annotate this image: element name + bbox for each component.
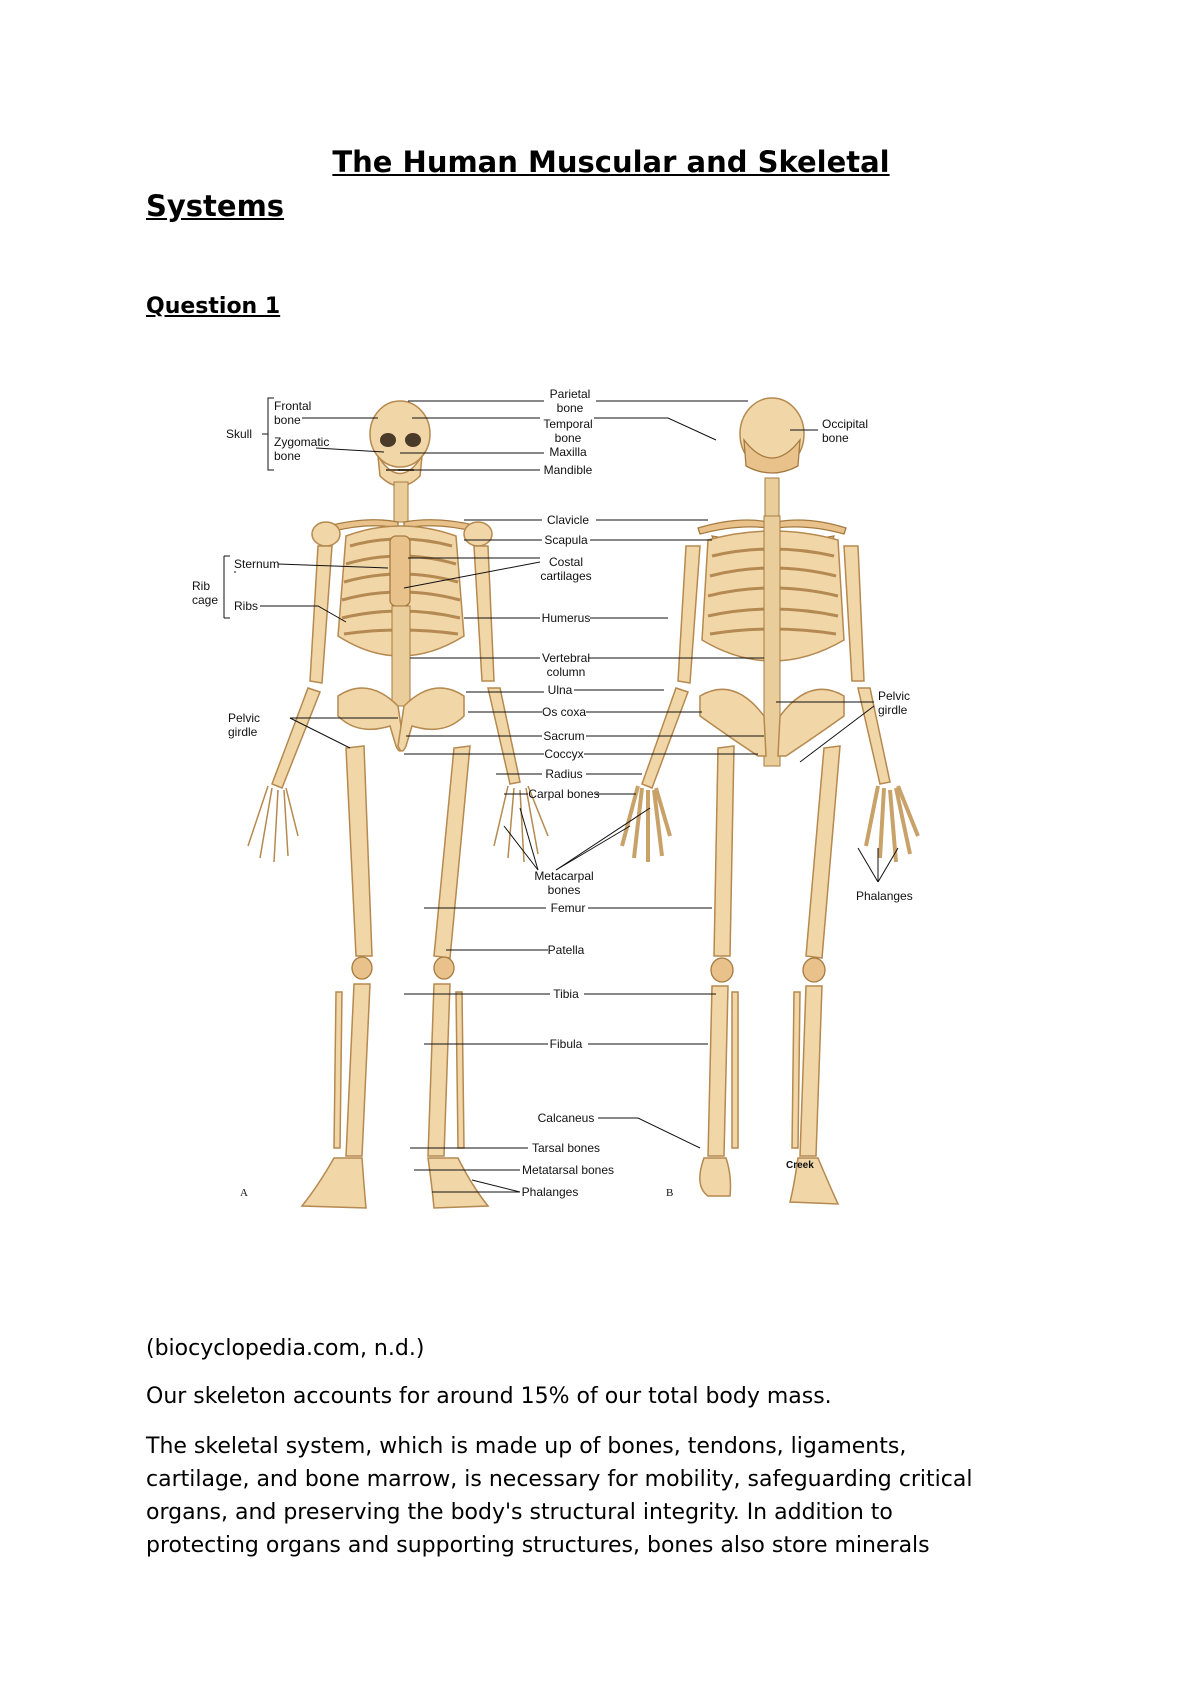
artist-credit: Creek (786, 1160, 814, 1171)
paragraph-2-line-3: organs, and preserving the body's structural integrity. In addition to (146, 1500, 893, 1525)
label-parietal-bone-1: Parietal (549, 387, 591, 401)
paragraph-2-line-1: The skeletal system, which is made up of bones, tendons, ligaments, (146, 1434, 907, 1459)
label-costal-cartilages-2: cartilages (540, 569, 592, 583)
label-radius: Radius (545, 767, 583, 781)
label-clavicle: Clavicle (546, 513, 590, 527)
label-occipital-bone-1: Occipital (822, 417, 869, 431)
center-labels (522, 387, 614, 1199)
label-pelvic-girdle-left-2: girdle (228, 725, 258, 739)
label-phalanges-foot: Phalanges (521, 1185, 579, 1199)
skeleton-anterior (248, 401, 548, 1208)
label-tibia: Tibia (553, 987, 579, 1001)
label-skull: Skull (226, 427, 253, 441)
paragraph-2-line-2: cartilage, and bone marrow, is necessary for mobility, safeguarding critical (146, 1467, 973, 1492)
label-patella: Patella (547, 943, 585, 957)
label-rib-cage-1: Rib (192, 579, 211, 593)
label-tarsal-bones: Tarsal bones (531, 1141, 601, 1155)
question-heading: Question 1 (146, 294, 281, 319)
label-ulna: Ulna (547, 683, 573, 697)
label-frontal-bone-2: bone (274, 413, 301, 427)
label-vertebral-column-1: Vertebral (541, 651, 591, 665)
label-phalanges-hand: Phalanges (856, 889, 913, 903)
label-zygomatic-bone-2: bone (274, 449, 301, 463)
title-line-2: Systems (146, 189, 285, 223)
paragraph-2 (146, 1430, 1086, 1562)
skeleton-diagram (192, 387, 984, 1306)
label-ribs: Ribs (234, 599, 259, 613)
label-os-coxa: Os coxa (541, 705, 587, 719)
panel-label-b: B (666, 1187, 674, 1199)
label-temporal-bone-2: bone (554, 431, 582, 445)
panel-label-a: A (240, 1187, 248, 1199)
label-occipital-bone-2: bone (822, 431, 849, 445)
label-fibula: Fibula (549, 1037, 583, 1051)
paragraph-1: Our skeleton accounts for around 15% of our total body mass. (146, 1384, 832, 1409)
label-carpal-bones: Carpal bones (528, 787, 600, 801)
label-femur: Femur (550, 901, 586, 915)
title-line-1: The Human Muscular and Skeletal (332, 145, 890, 179)
label-sacrum: Sacrum (543, 729, 585, 743)
label-pelvic-girdle-right-1: Pelvic (878, 689, 911, 703)
label-scapula: Scapula (544, 533, 588, 547)
label-pelvic-girdle-right-2: girdle (878, 703, 908, 717)
label-calcaneus: Calcaneus (537, 1111, 595, 1125)
skeleton-posterior (622, 398, 918, 1204)
paragraph-2-line-4: protecting organs and supporting structures, bones also store minerals (146, 1533, 930, 1558)
label-metatarsal-bones: Metatarsal bones (521, 1163, 615, 1177)
citation: (biocyclopedia.com, n.d.) (146, 1336, 425, 1361)
skeleton-figure (192, 387, 984, 1306)
label-temporal-bone-1: Temporal (543, 417, 593, 431)
label-sternum: Sternum (234, 557, 280, 571)
label-frontal-bone-1: Frontal (274, 399, 312, 413)
label-maxilla: Maxilla (549, 445, 587, 459)
label-zygomatic-bone-1: Zygomatic (274, 435, 330, 449)
document-title (146, 140, 1076, 228)
label-vertebral-column-2: column (546, 665, 586, 679)
label-pelvic-girdle-left-1: Pelvic (228, 711, 261, 725)
label-parietal-bone-2: bone (556, 401, 584, 415)
label-mandible: Mandible (543, 463, 593, 477)
label-metacarpal-bones-1: Metacarpal (534, 869, 594, 883)
label-coccyx: Coccyx (544, 747, 584, 761)
label-rib-cage-2: cage (192, 593, 219, 607)
label-costal-cartilages-1: Costal (548, 555, 584, 569)
label-metacarpal-bones-2: bones (547, 883, 581, 897)
label-humerus: Humerus (541, 611, 591, 625)
